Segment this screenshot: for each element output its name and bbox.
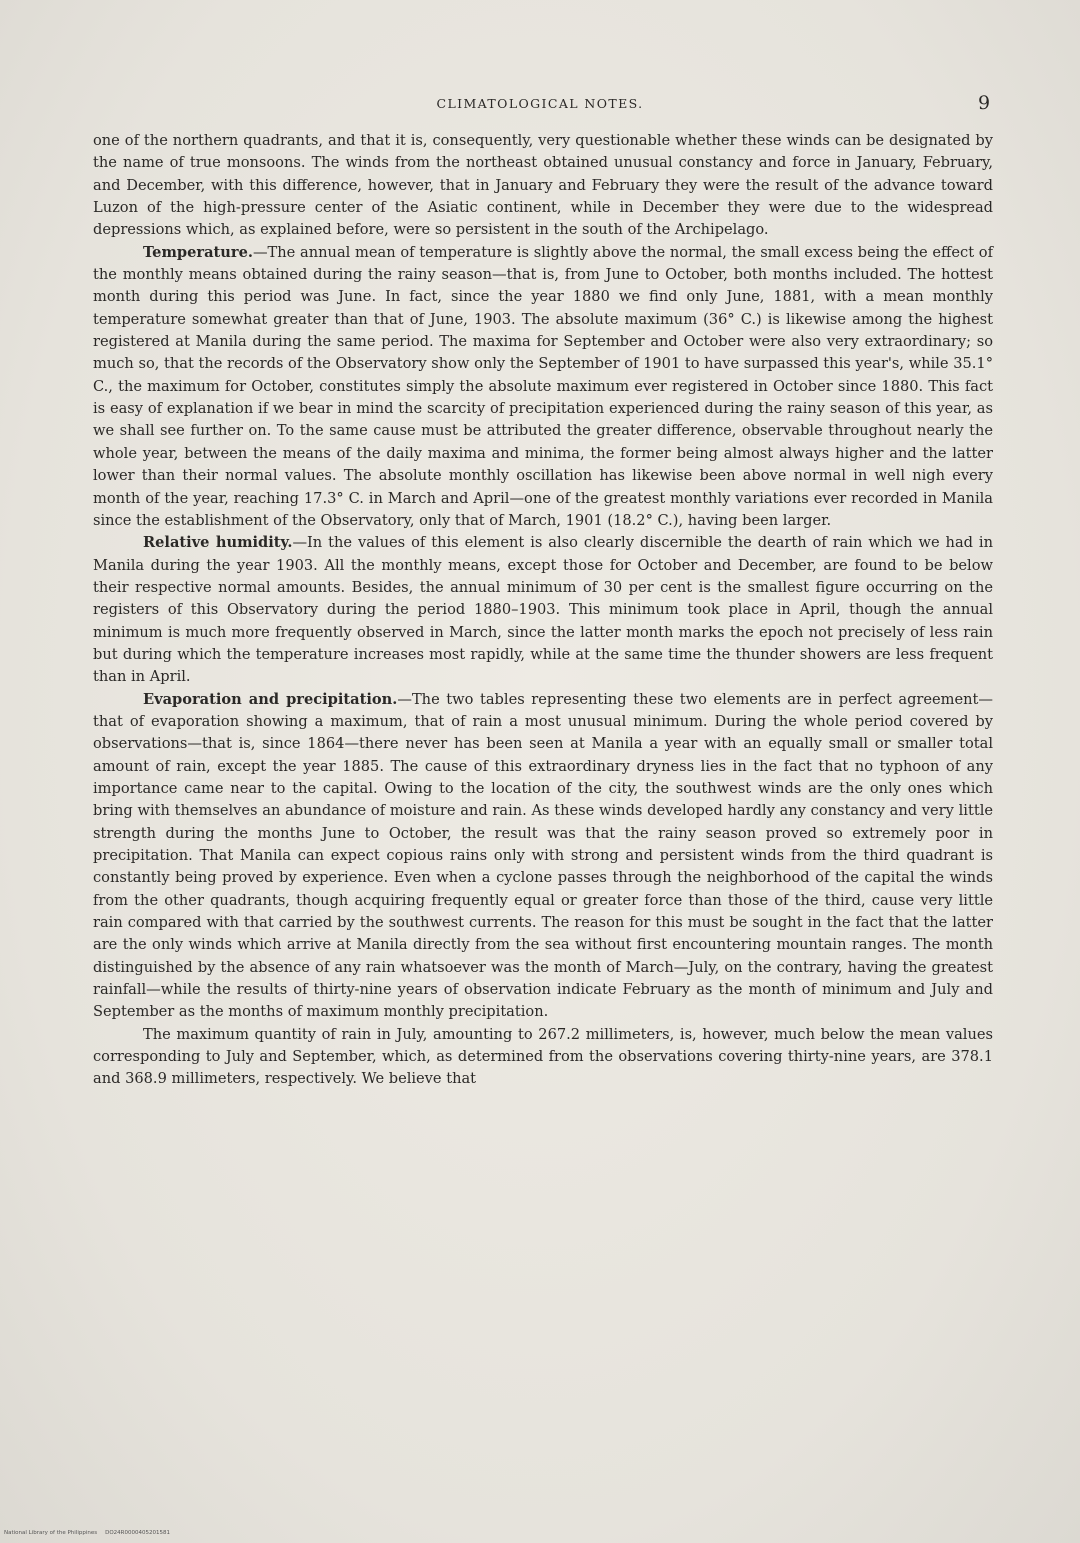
running-title: CLIMATOLOGICAL NOTES. bbox=[436, 96, 644, 111]
paragraph-text: —In the values of this element is also clearly discernible the dearth of rain which we had in Manila during the year 1903. All the monthly means, except those for October and December, are found to be below their respective normal amounts. Besides, the annual minimum of 30 per cent is the smallest figure occurring on the registers of this Observatory during the period 1880–1903. This minimum took place in April, though the annual minimum is much more frequently observed in March, since the latter month marks the epoch not precisely of less rain but during which the temperature increases most rapidly, while at the same time the thunder showers are less frequent than in April. bbox=[93, 534, 994, 686]
paragraph-temperature bbox=[93, 242, 993, 532]
paragraph-text: one of the northern quadrants, and that it is, consequently, very questionable whether these winds can be designated by the name of true monsoons. The winds from the northeast obtained unusual constancy and force in January, February, and December, with this difference, however, that in January and February they were the result of the advance toward Luzon of the high-pressure center of the Asiatic continent, while in December they were due to the widespread depressions which, as explained before, were so persistent in the south of the Archipelago. bbox=[93, 132, 993, 239]
paragraph-text: —The annual mean of temperature is slightly above the normal, the small excess being the effect of the monthly means obtained during the rainy season—that is, from June to October, both months included. The hottest month during this period was June. In fact, since the year 1880 we find only June, 1881, with a mean monthly temperature somewhat greater than that of June, 1903. The absolute maximum (36° C.) is likewise among the highest registered at Manila during the same period. The maxima for September and October were also very extraordinary; so much so, that the records of the Observatory show only the September of 1901 to have surpassed this year's, while 35.1° C., the maximum for October, constitutes simply the absolute maximum ever registered in October since 1880. This fact is easy of explanation if we bear in mind the scarcity of precipitation experienced during the rainy season of this year, as we shall see further on. To the same cause must be attributed the greater difference, observable throughout nearly the whole year, between the means of the daily maxima and minima, the former being almost always higher and the latter lower than their normal values. The absolute monthly oscillation has likewise been above normal in well nigh every month of the year, reaching 17.3° C. in March and April—one of the greatest monthly variations ever recorded in Manila since the establishment of the Observatory, only that of March, 1901 (18.2° C.), having been larger. bbox=[93, 243, 993, 529]
section-heading-temperature: Temperature. bbox=[143, 243, 253, 261]
paragraph-text: The maximum quantity of rain in July, amounting to 267.2 millimeters, is, however, much below the mean values corresponding to July and September, which, as determined from the observations covering thirty-nine years, are 378.1 and 368.9 millimeters, respectively. We believe that bbox=[93, 1025, 993, 1088]
footer-identifier: DO24R0000405201581 bbox=[105, 1530, 170, 1536]
section-heading-relative-humidity: Relative humidity. bbox=[143, 534, 293, 552]
paragraph-relative-humidity bbox=[93, 532, 993, 688]
page-header bbox=[0, 92, 1080, 116]
paragraph-continuation bbox=[93, 130, 993, 242]
scan-footer bbox=[4, 1530, 170, 1536]
footer-library: National Library of the Philippines bbox=[4, 1530, 98, 1536]
page-number: 9 bbox=[978, 92, 991, 114]
section-heading-evaporation-precipitation: Evaporation and precipitation. bbox=[143, 690, 398, 708]
paragraph-evaporation-precipitation bbox=[93, 689, 993, 1024]
body-text bbox=[93, 130, 993, 1091]
paragraph-text: —The two tables representing these two elements are in perfect agreement—that of evaporation showing a maximum, that of rain a most unusual minimum. During the whole period covered by observations—that is, since 1864—there never has been seen at Manila a year with an equally small or smaller total amount of rain, except the year 1885. The cause of this extraordinary dryness lies in the fact that no typhoon of any importance came near to the capital. Owing to the location of the city, the southwest winds are the only ones which bring with themselves an abundance of moisture and rain. As these winds developed hardly any constancy and very little strength during the months June to October, the result was that the rainy season proved so extremely poor in precipitation. That Manila can expect copious rains only with strong and persistent winds from the third quadrant is constantly being proved by experience. Even when a cyclone passes through the neighborhood of the capital the winds from the other quadrants, though acquiring frequently equal or greater force than those of the third, cause very little rain compared with that carried by the southwest currents. The reason for this must be sought in the fact that the latter are the only winds which arrive at Manila directly from the sea without first encountering mountain ranges. The month distinguished by the absence of any rain whatsoever was the month of March—July, on the contrary, having the greatest rainfall—while the results of thirty-nine years of observation indicate February as the month of minimum and July and September as the months of maximum monthly precipitation. bbox=[93, 690, 993, 1021]
paragraph-maximum-rain bbox=[93, 1024, 993, 1091]
